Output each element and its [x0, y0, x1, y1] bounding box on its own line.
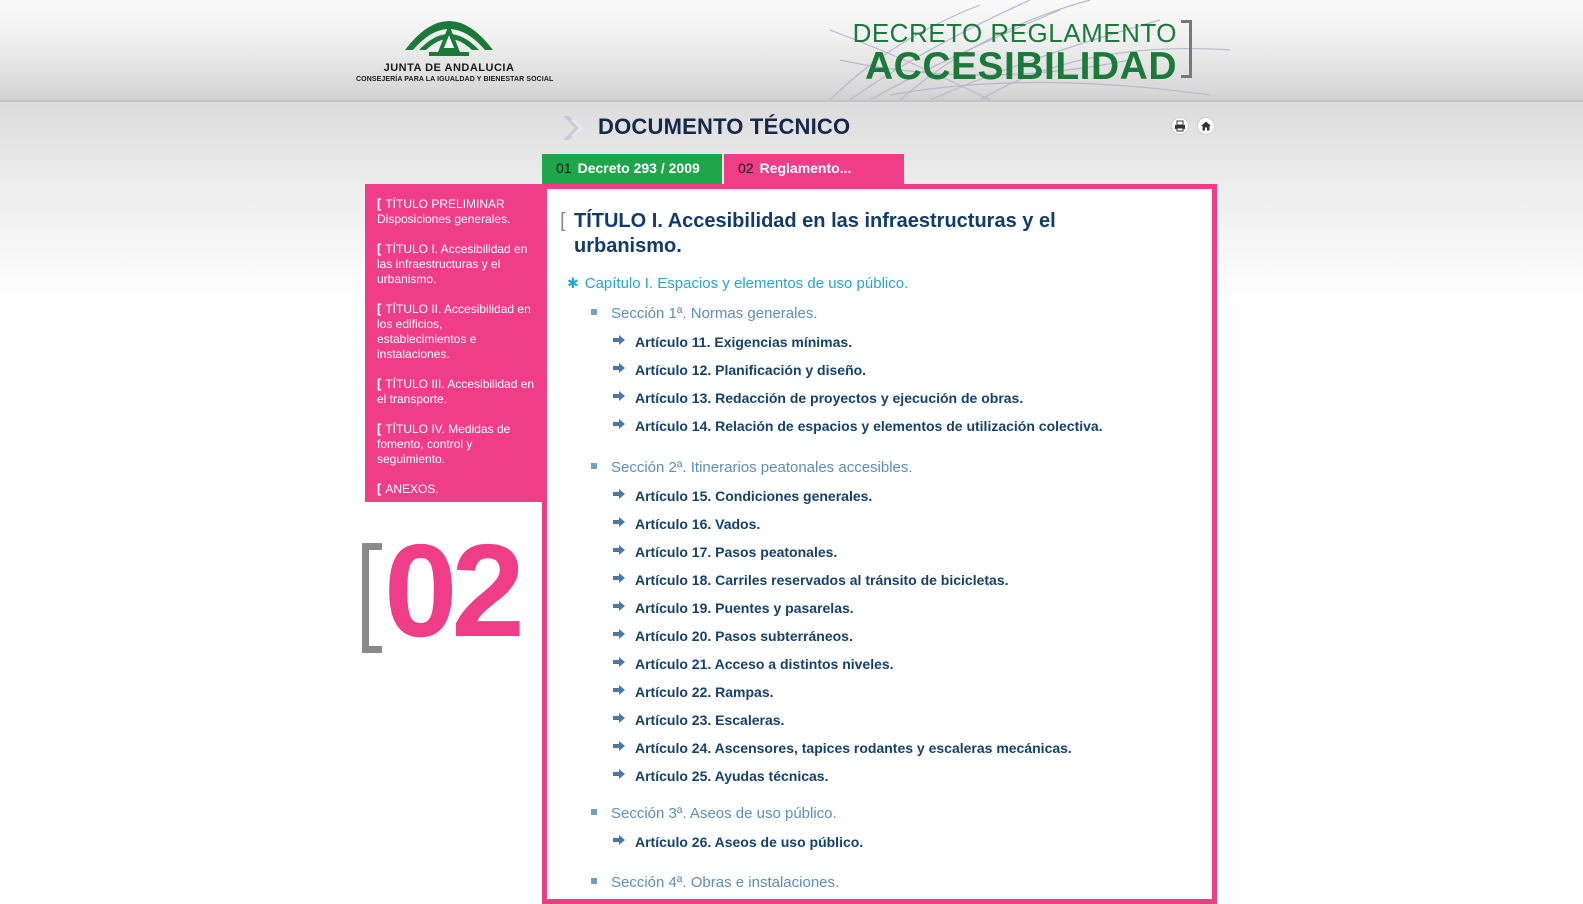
sidebar-item-titulo-ii[interactable] — [377, 301, 535, 362]
big-bracket — [362, 543, 382, 653]
logo-subtitle: CONSEJERÍA PARA LA IGUALDAD Y BIENESTAR SOCIAL — [356, 76, 554, 83]
arrow-right-icon — [613, 713, 625, 723]
square-bullet-icon — [591, 309, 597, 315]
content-title — [560, 209, 1134, 259]
article-label: Artículo 15. Condiciones generales. — [635, 488, 873, 504]
arrow-right-icon — [613, 601, 625, 611]
sidebar-nav — [365, 184, 545, 502]
bracket-marker: [ — [377, 421, 382, 436]
square-bullet-icon — [591, 878, 597, 884]
article-label: Artículo 21. Acceso a distintos niveles. — [635, 656, 894, 672]
bracket-marker: [ — [377, 481, 382, 496]
content-panel — [542, 184, 1217, 904]
article-link[interactable] — [613, 334, 852, 350]
article-label: Artículo 14. Relación de espacios y elementos de utilización colectiva. — [635, 418, 1103, 434]
article-label: Artículo 26. Aseos de uso público. — [635, 834, 864, 850]
article-link[interactable] — [613, 834, 863, 850]
section-label: Sección 1ª. Normas generales. — [611, 305, 818, 322]
tab-label: Decreto 293 / 2009 — [577, 160, 700, 176]
sidebar-item-titulo-iv[interactable] — [377, 421, 535, 467]
asterisk-icon: ✱ — [567, 275, 579, 291]
print-button[interactable] — [1171, 117, 1189, 135]
arrow-right-icon — [613, 573, 625, 583]
logo-name: JUNTA DE ANDALUCIA — [383, 62, 515, 74]
tab-decreto[interactable] — [542, 154, 722, 184]
article-label: Artículo 20. Pasos subterráneos. — [635, 628, 853, 644]
square-bullet-icon — [591, 809, 597, 815]
section-number: 02 — [384, 517, 519, 664]
arrow-right-icon — [613, 419, 625, 429]
double-chevron-icon — [560, 114, 588, 142]
article-label: Artículo 18. Carriles reservados al tránsito de bicicletas. — [635, 572, 1009, 588]
sidebar-item-label: TÍTULO I. Accesibilidad en las infraestructuras y el urbanismo. — [377, 242, 528, 286]
title-bracket: [ — [560, 210, 566, 232]
section-label: Sección 4ª. Obras e instalaciones. — [611, 874, 840, 891]
section-label: Sección 3ª. Aseos de uso público. — [611, 805, 837, 822]
bracket-marker: [ — [377, 301, 382, 316]
site-header — [0, 0, 1583, 102]
article-link[interactable] — [613, 516, 760, 532]
article-link[interactable] — [613, 362, 866, 378]
arrow-right-icon — [613, 685, 625, 695]
article-label: Artículo 19. Puentes y pasarelas. — [635, 600, 854, 616]
arrow-right-icon — [613, 363, 625, 373]
bracket-marker: [ — [377, 196, 382, 211]
section-4[interactable] — [591, 874, 839, 891]
arrow-right-icon — [613, 657, 625, 667]
junta-emblem-icon — [399, 6, 499, 64]
article-label: Artículo 22. Rampas. — [635, 684, 774, 700]
article-link[interactable] — [613, 418, 1103, 434]
article-link[interactable] — [613, 712, 784, 728]
sidebar-item-anexos[interactable] — [377, 481, 535, 497]
article-link[interactable] — [613, 656, 894, 672]
arrow-right-icon — [613, 545, 625, 555]
sidebar-item-label: TÍTULO IV. Medidas de fomento, control y seguimiento. — [377, 422, 511, 466]
arrow-right-icon — [613, 835, 625, 845]
arrow-right-icon — [613, 741, 625, 751]
arrow-right-icon — [613, 629, 625, 639]
chapter-link[interactable] — [567, 275, 908, 292]
article-link[interactable] — [613, 740, 1072, 756]
article-label: Artículo 12. Planificación y diseño. — [635, 362, 867, 378]
article-label: Artículo 13. Redacción de proyectos y ejecución de obras. — [635, 390, 1024, 406]
article-link[interactable] — [613, 572, 1009, 588]
article-link[interactable] — [613, 488, 872, 504]
article-link[interactable] — [613, 390, 1023, 406]
bracket-marker: [ — [377, 241, 382, 256]
brand-line-1: DECRETO REGLAMENTO — [852, 18, 1177, 48]
article-link[interactable] — [613, 600, 854, 616]
arrow-right-icon — [613, 769, 625, 779]
sidebar-item-label: TÍTULO II. Accesibilidad en los edificios, establecimientos e instalaciones. — [377, 302, 531, 361]
article-label: Artículo 17. Pasos peatonales. — [635, 544, 838, 560]
arrow-right-icon — [613, 391, 625, 401]
bracket-marker: [ — [377, 376, 382, 391]
brand-bracket — [1181, 20, 1192, 78]
chapter-label: Capítulo I. Espacios y elementos de uso público. — [584, 275, 909, 292]
home-icon — [1200, 120, 1212, 132]
article-label: Artículo 16. Vados. — [635, 516, 761, 532]
article-label: Artículo 11. Exigencias mínimas. — [635, 334, 853, 350]
junta-logo[interactable] — [356, 6, 554, 83]
arrow-right-icon — [613, 335, 625, 345]
article-label: Artículo 24. Ascensores, tapices rodantes y escaleras mecánicas. — [635, 740, 1072, 756]
section-2[interactable] — [591, 459, 913, 476]
article-link[interactable] — [613, 628, 853, 644]
article-link[interactable] — [613, 684, 774, 700]
article-link[interactable] — [613, 768, 828, 784]
sidebar-item-label: TÍTULO PRELIMINAR Disposiciones generales. — [377, 197, 511, 226]
section-label: Sección 2ª. Itinerarios peatonales accesibles. — [611, 459, 913, 476]
arrow-right-icon — [613, 517, 625, 527]
tab-number: 02 — [738, 160, 754, 176]
square-bullet-icon — [591, 463, 597, 469]
sidebar-item-label: ANEXOS. — [385, 482, 439, 496]
tab-label: Reglamento... — [759, 160, 852, 176]
arrow-right-icon — [613, 489, 625, 499]
article-label: Artículo 25. Ayudas técnicas. — [635, 768, 829, 784]
sidebar-item-titulo-preliminar[interactable] — [377, 196, 535, 227]
home-button[interactable] — [1197, 117, 1215, 135]
page-title: DOCUMENTO TÉCNICO — [598, 114, 851, 139]
brand-line-2: ACCESIBILIDAD — [864, 45, 1177, 88]
sidebar-item-titulo-i[interactable] — [377, 241, 535, 287]
section-1[interactable] — [591, 305, 817, 322]
content-title-text: TÍTULO I. Accesibilidad en las infraestructuras y el urbanismo. — [574, 210, 1056, 257]
tab-number: 01 — [556, 160, 572, 176]
print-icon — [1174, 120, 1186, 132]
article-link[interactable] — [613, 544, 837, 560]
section-3[interactable] — [591, 805, 837, 822]
tab-reglamento[interactable] — [724, 154, 904, 184]
sidebar-item-titulo-iii[interactable] — [377, 376, 535, 407]
sidebar-item-label: TÍTULO III. Accesibilidad en el transporte. — [377, 377, 535, 406]
brand-title — [853, 19, 1177, 87]
article-label: Artículo 23. Escaleras. — [635, 712, 785, 728]
